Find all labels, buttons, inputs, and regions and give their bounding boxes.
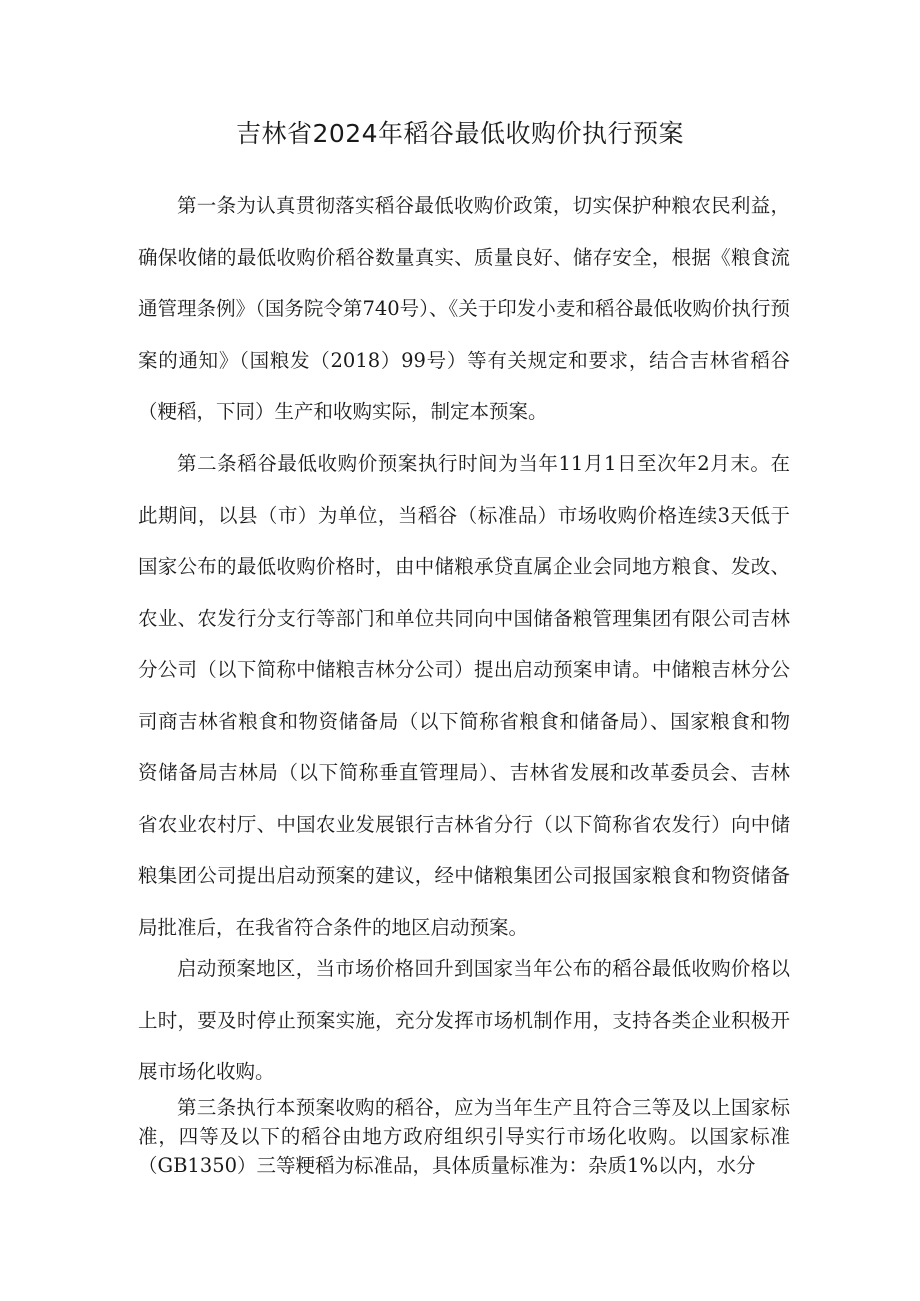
paragraph-article-1: 第一条为认真贯彻落实稻谷最低收购价政策，切实保护种粮农民利益，确保收储的最低收购价稻谷数量真实、质量良好、储存安全，根据《粮食流通管理条例》（国务院令第740号）、《关于印发小麦和稻谷最低收购价执行预案的通知》（国粮发（2018）99号）等有关规定和要求，结合吉林省稻谷（粳稻，下同）生产和收购实际，制定本预案。 <box>138 194 790 423</box>
paragraph-article-3: 第三条执行本预案收购的稻谷，应为当年生产且符合三等及以上国家标准，四等及以下的稻谷由地方政府组织引导实行市场化收购。以国家标准（GB1350）三等粳稻为标准品，具体质量标准为：杂质1%以内，水分 <box>138 1096 790 1177</box>
paragraph-article-2-continued: 启动预案地区，当市场价格回升到国家当年公布的稻谷最低收购价格以上时，要及时停止预案实施，充分发挥市场机制作用，支持各类企业积极开展市场化收购。 <box>138 957 790 1083</box>
paragraph-article-2: 第二条稻谷最低收购价预案执行时间为当年11月1日至次年2月末。在此期间，以县（市）为单位，当稻谷（标准品）市场收购价格连续3天低于国家公布的最低收购价格时，由中储粮承贷直属企业会同地方粮食、发改、农业、农发行分支行等部门和单位共同向中国储备粮管理集团有限公司吉林分公司（以下简称中储粮吉林分公司）提出启动预案申请。中储粮吉林分公司商吉林省粮食和物资储备局（以下简称省粮食和储备局）、国家粮食和物资储备局吉林局（以下简称垂直管理局）、吉林省发展和改革委员会、吉林省农业农村厅、中国农业发展银行吉林省分行（以下简称省农发行）向中储粮集团公司提出启动预案的建议，经中储粮集团公司报国家粮食和物资储备局批准后，在我省符合条件的地区启动预案。 <box>138 452 790 939</box>
document-title: 吉林省2024年稻谷最低收购价执行预案 <box>235 119 685 148</box>
